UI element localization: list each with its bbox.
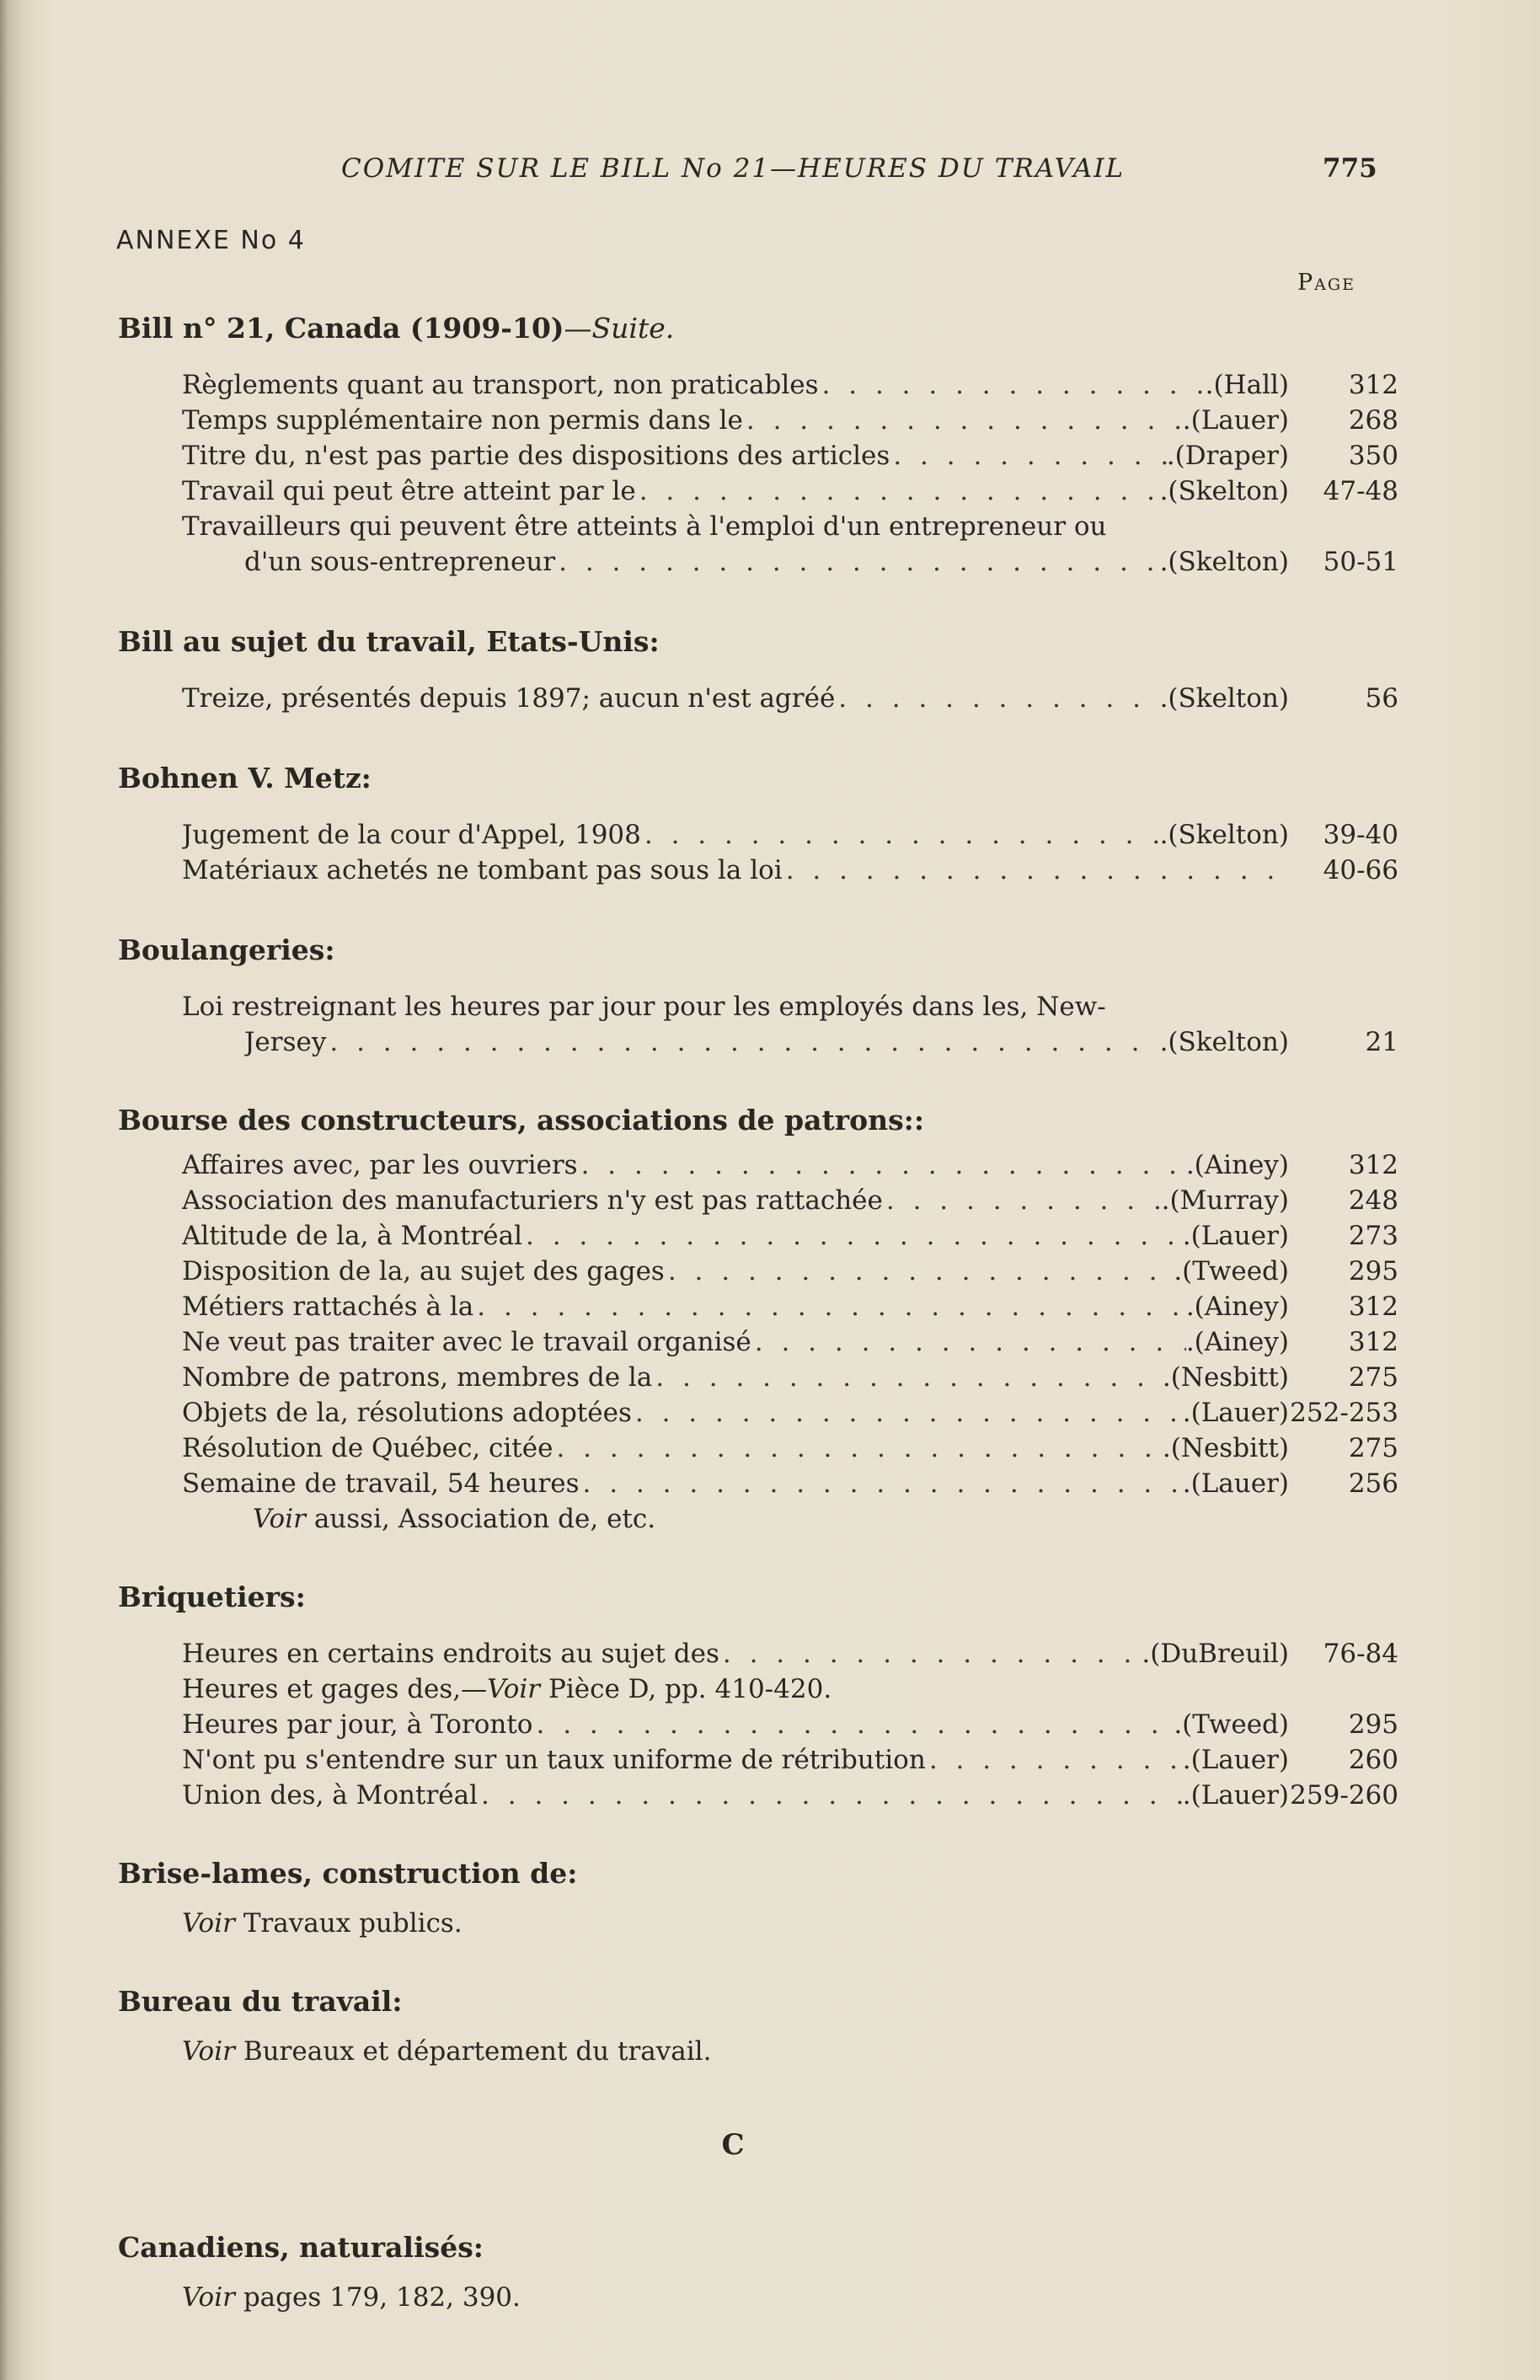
section-heading: Bill au sujet du travail, Etats-Unis: — [118, 625, 660, 658]
see-also-line: Voir pages 179, 182, 390. — [182, 2282, 521, 2313]
index-entry: Matériaux achetés ne tombant pas sous la loi . . . 40-66 — [118, 853, 1398, 888]
section-heading: Briquetiers: — [118, 1580, 306, 1613]
index-entry: Disposition de la, au sujet des gages . . . .(Tweed) 295 — [118, 1254, 1398, 1289]
index-entry: Union des, à Montréal . . . .(Lauer) 259-260 — [118, 1778, 1398, 1813]
section-heading: Bourse des constructeurs, associations de patrons:: — [118, 1104, 925, 1137]
running-head: COMITE SUR LE BILL No 21—HEURES DU TRAVAIL — [341, 153, 1126, 184]
index-entry: Heures en certains endroits au sujet des . . . .(DuBreuil) 76-84 — [118, 1636, 1398, 1671]
section-heading: Brise-lames, construction de: — [118, 1857, 578, 1890]
index-section — [118, 1983, 1398, 2069]
index-entry: Titre du, n'est pas partie des dispositions des articles . . . .(Draper) 350 — [118, 438, 1398, 473]
see-also-line: Voir Travaux publics. — [182, 1908, 463, 1939]
section-heading: Bureau du travail: — [118, 1985, 403, 2018]
index-entry-line: Loi restreignant les heures par jour pour les employés dans les, New- — [182, 992, 1106, 1022]
index-section — [118, 2229, 1398, 2315]
index-section — [118, 310, 1398, 580]
index-entry-line: Travailleurs qui peuvent être atteints à l'emploi d'un entrepreneur ou — [182, 511, 1107, 542]
index-section — [118, 932, 1398, 1060]
index-entry: d'un sous-entrepreneur . . . .(Skelton) 50-51 — [118, 544, 1398, 580]
index-entry: Jersey . . . .(Skelton) 21 — [118, 1024, 1398, 1060]
index-entry: Association des manufacturiers n'y est pas rattachée . . . .(Murray) 248 — [118, 1183, 1398, 1218]
section-heading: Boulangeries: — [118, 933, 335, 966]
index-section — [118, 760, 1398, 888]
index-section — [118, 1579, 1398, 1813]
index-entry: Règlements quant au transport, non praticables . . . .(Hall) 312 — [118, 367, 1398, 403]
index-section — [118, 1855, 1398, 1941]
index-entry: Heures par jour, à Toronto . . . .(Tweed) 295 — [118, 1707, 1398, 1742]
annex-label: ANNEXE No 4 — [116, 226, 306, 255]
index-entry: Nombre de patrons, membres de la . . . .(Nesbitt) 275 — [118, 1360, 1398, 1395]
page-column-heading: Page — [1297, 270, 1356, 296]
index-entry: Métiers rattachés à la . . . .(Ainey) 312 — [118, 1289, 1398, 1324]
page-number: 775 — [1323, 153, 1377, 184]
index-entry: Jugement de la cour d'Appel, 1908 . . . .(Skelton) 39-40 — [118, 817, 1398, 853]
see-also-line: Voir aussi, Association de, etc. — [253, 1504, 656, 1534]
index-entry: Treize, présentés depuis 1897; aucun n'est agréé . . . .(Skelton) 56 — [118, 681, 1398, 716]
section-heading: Bohnen V. Metz: — [118, 762, 372, 794]
index-entry: Résolution de Québec, citée . . . .(Nesbitt) 275 — [118, 1431, 1398, 1466]
index-section — [118, 623, 1398, 716]
index-entry: Altitude de la, à Montréal . . . .(Lauer) 273 — [118, 1218, 1398, 1254]
see-also-line: Voir Bureaux et département du travail. — [182, 2036, 712, 2067]
index-section — [118, 1102, 1398, 1537]
section-heading: Canadiens, naturalisés: — [118, 2231, 484, 2264]
alphabet-letter-heading: C — [721, 2128, 745, 2162]
index-content — [118, 310, 1398, 2315]
index-entry: Temps supplémentaire non permis dans le . . . .(Lauer) 268 — [118, 403, 1398, 438]
index-entry: Travail qui peut être atteint par le . . . .(Skelton) 47-48 — [118, 473, 1398, 509]
index-entry: Affaires avec, par les ouvriers . . . .(Ainey) 312 — [118, 1147, 1398, 1183]
index-entry: Ne veut pas traiter avec le travail organisé . . . .(Ainey) 312 — [118, 1324, 1398, 1360]
see-reference-line: Heures et gages des,—Voir Pièce D, pp. 410-420. — [182, 1674, 832, 1704]
index-entry: N'ont pu s'entendre sur un taux uniforme de rétribution . . . .(Lauer) 260 — [118, 1742, 1398, 1778]
index-entry: Semaine de travail, 54 heures . . . .(Lauer) 256 — [118, 1466, 1398, 1501]
index-entry: Objets de la, résolutions adoptées . . . .(Lauer) 252-253 — [118, 1395, 1398, 1431]
section-heading: Bill n° 21, Canada (1909-10)—Suite. — [118, 312, 675, 345]
